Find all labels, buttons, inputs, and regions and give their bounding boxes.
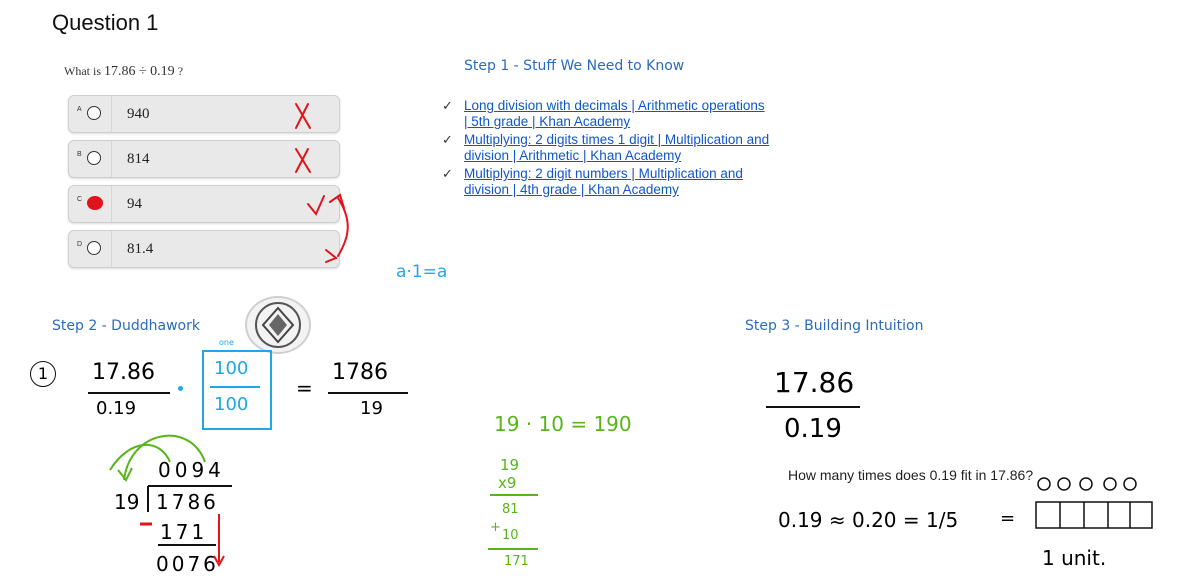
identity-annotation: a·1=a: [396, 262, 448, 282]
box-denominator: 100: [214, 394, 249, 415]
quotient: 0094: [158, 458, 225, 482]
prompt-prefix: What is: [64, 64, 101, 78]
resource-link[interactable]: Long division with decimals | Arithmetic operations | 5th grade | Khan Academy: [464, 98, 765, 129]
check-icon: ✓: [442, 132, 453, 147]
dividend: 1786: [156, 490, 219, 514]
check-icon: ✓: [442, 166, 453, 181]
step2-heading: Step 2 - Duddhawork: [52, 318, 200, 334]
work-numerator: 17.86: [92, 360, 155, 385]
approx-equation: 0.19 ≈ 0.20 = 1/5: [778, 508, 959, 532]
mult-top: 19: [500, 456, 520, 474]
equals-sign: =: [296, 376, 313, 400]
mult-partial-2: 10: [502, 528, 519, 543]
mult-sum-line: [488, 548, 538, 550]
resource-link[interactable]: Multiplying: 2 digit numbers | Multiplication and division | 4th grade | Khan Academy: [464, 166, 743, 197]
option-value: 814: [127, 151, 150, 167]
option-letter: A: [77, 106, 82, 113]
resource-link[interactable]: Multiplying: 2 digits times 1 digit | Multiplication and division | Arithmetic | Khan Academy: [464, 132, 770, 163]
plus-sign: +: [490, 520, 501, 535]
box-numerator: 100: [214, 358, 249, 379]
option-value: 81.4: [127, 241, 154, 257]
one-label: one: [219, 338, 234, 347]
step3-fraction-bar: [766, 406, 860, 408]
result-numerator: 1786: [332, 360, 388, 385]
prompt-suffix: ?: [177, 64, 184, 78]
subtrahend: 171: [160, 520, 208, 544]
step3-denominator: 0.19: [784, 414, 842, 444]
option-value: 94: [127, 196, 142, 212]
step3-numerator: 17.86: [774, 366, 855, 399]
step3-question: How many times does 0.19 fit in 17.86?: [788, 467, 1034, 483]
prompt-math: 17.86 ÷ 0.19: [104, 64, 175, 79]
equals-sign: =: [1000, 508, 1016, 529]
question-title: Question 1: [52, 10, 159, 35]
option-letter: C: [77, 196, 83, 203]
mult-bottom: x9: [498, 474, 517, 492]
result-denominator: 19: [360, 398, 383, 419]
work-denominator: 0.19: [96, 398, 137, 419]
divisor: 19: [114, 490, 140, 514]
check-icon: ✓: [442, 98, 453, 113]
remainder: 0076: [156, 552, 219, 576]
side-equation: 19 · 10 = 190: [494, 412, 632, 436]
option-letter: B: [77, 151, 82, 158]
mult-sum: 171: [504, 554, 529, 569]
unit-label: 1 unit.: [1042, 546, 1107, 570]
step-circle-number: 1: [30, 360, 56, 387]
unit-bar: [1030, 474, 1160, 534]
step3-heading: Step 3 - Building Intuition: [745, 318, 924, 334]
option-value: 940: [127, 106, 150, 122]
step1-heading: Step 1 - Stuff We Need to Know: [464, 58, 685, 74]
mult-partial-1: 81: [502, 502, 519, 517]
option-letter: D: [77, 241, 83, 248]
mult-line: [490, 494, 538, 496]
